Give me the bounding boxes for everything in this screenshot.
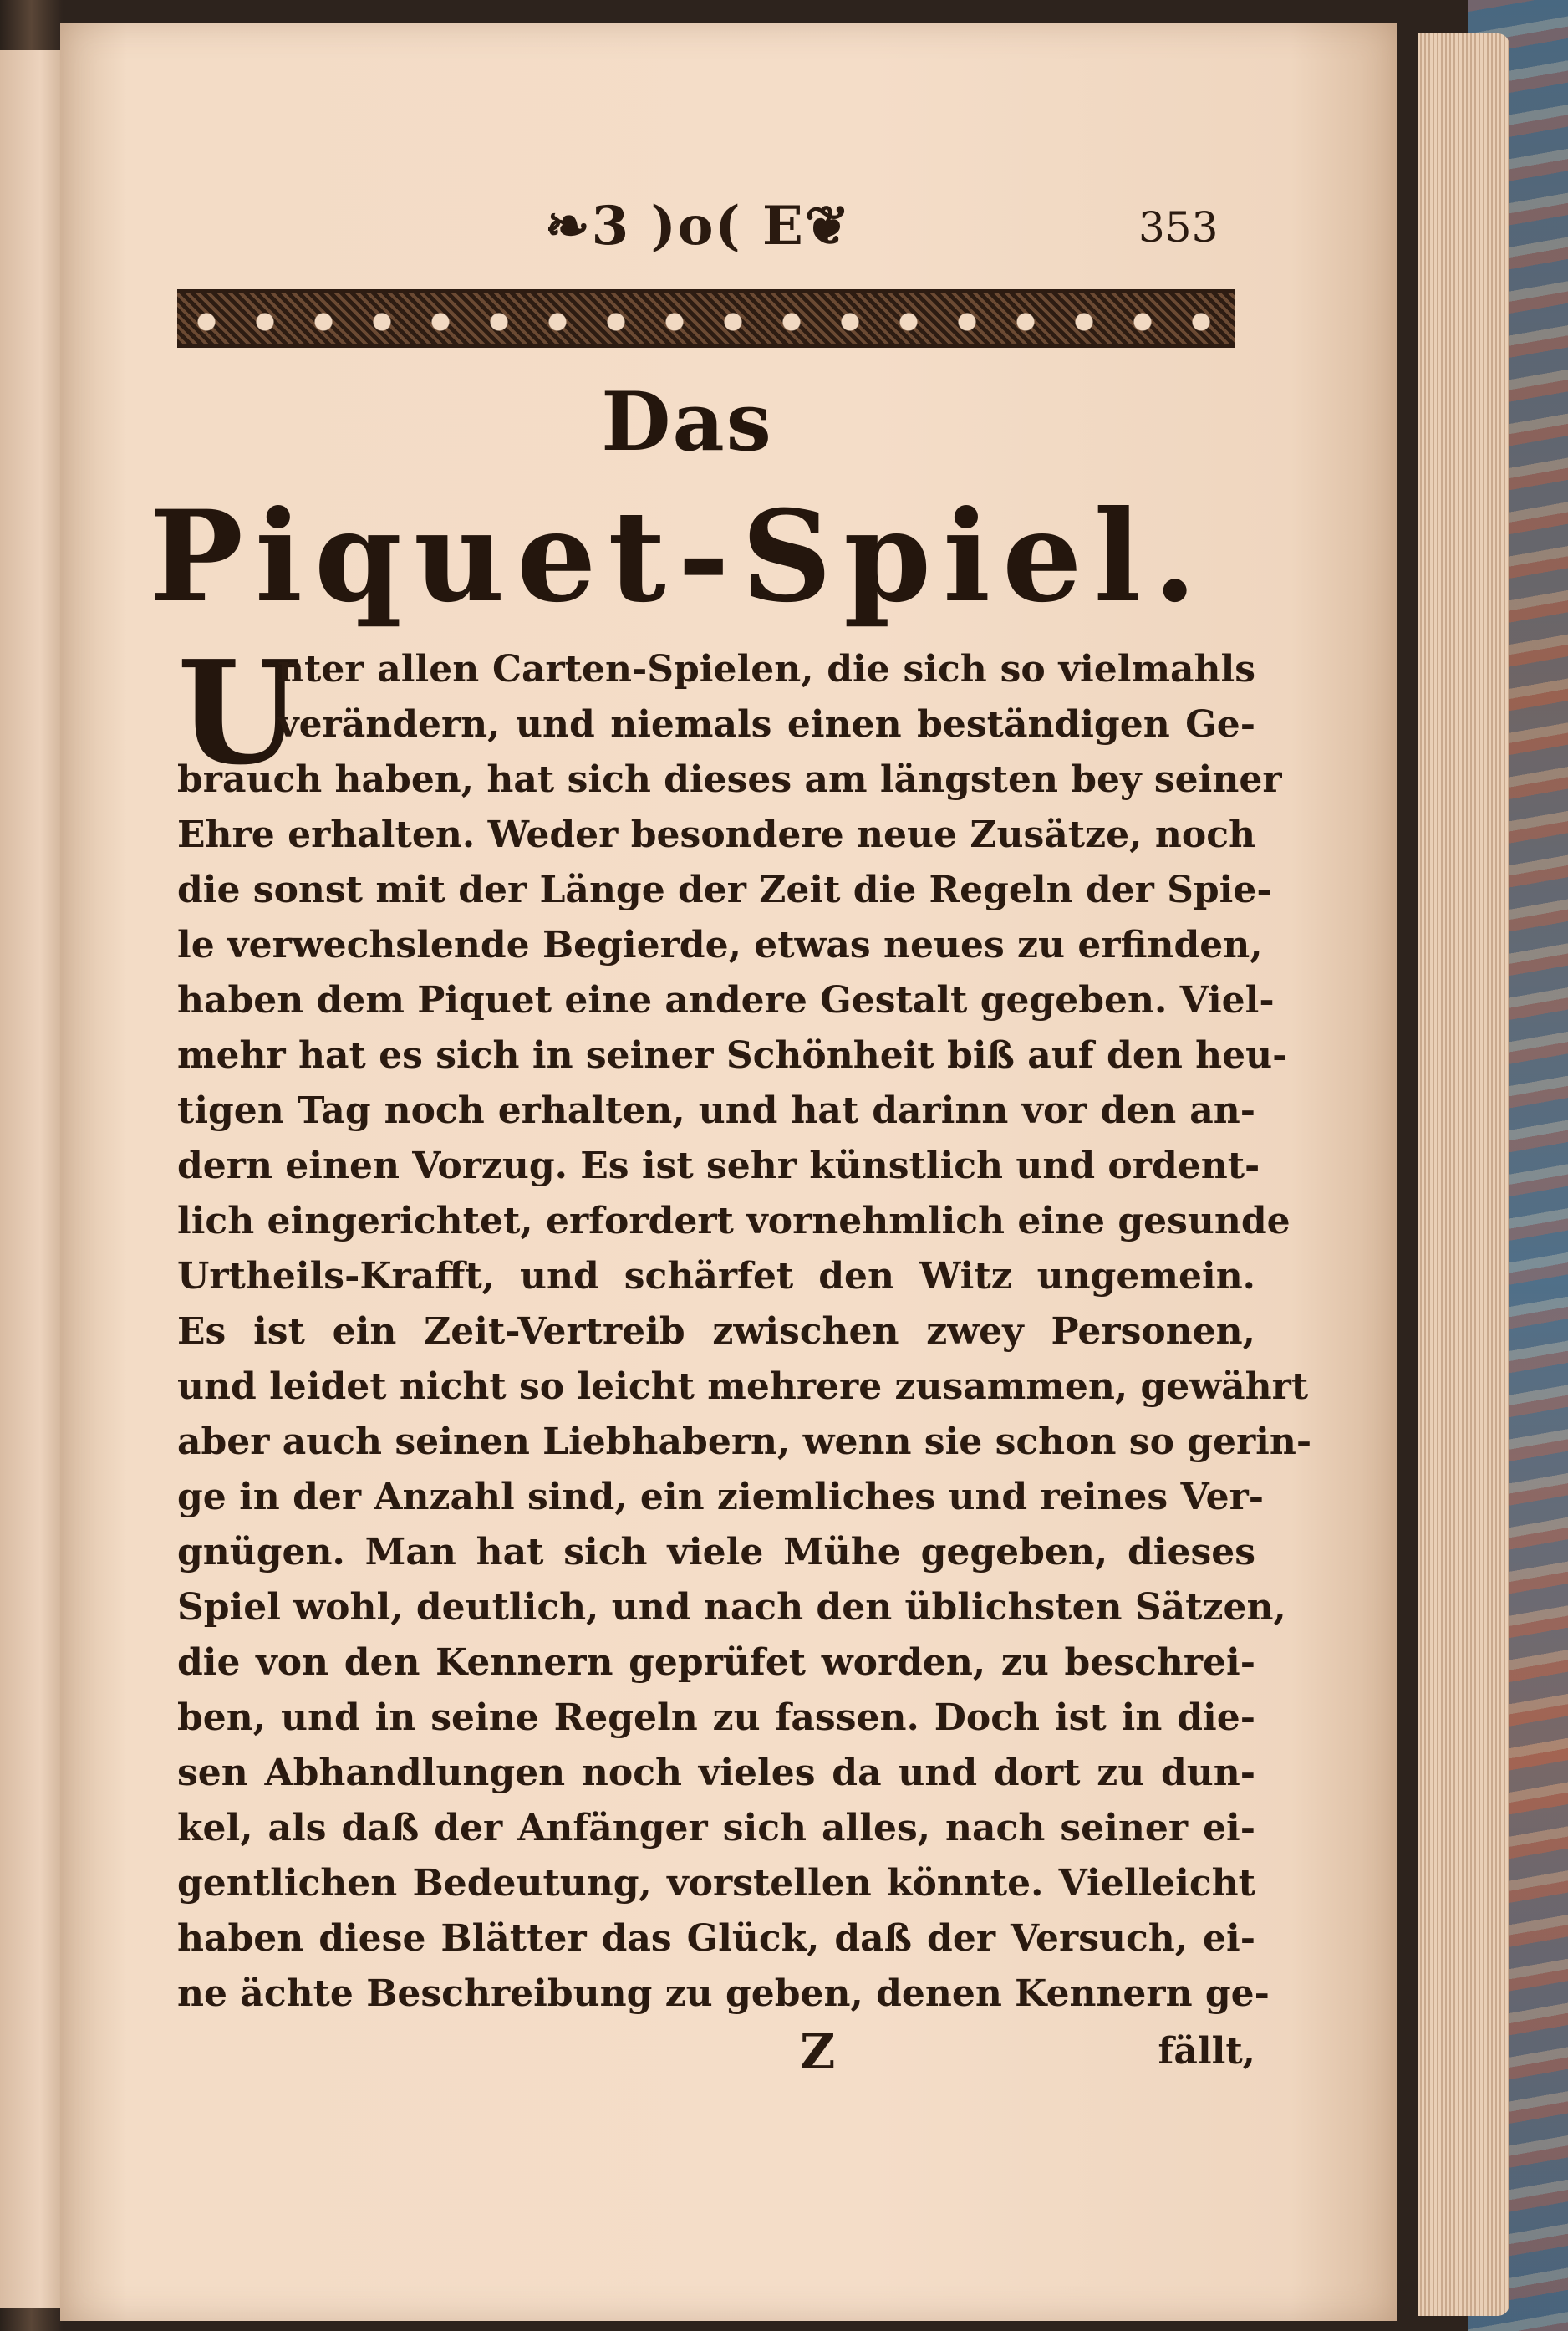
text-line: aber auch seinen Liebhabern, wenn sie schon so gerin-	[177, 1421, 1312, 1463]
text-line: ne ächte Beschreibung zu geben, denen Kennern ge-	[177, 1972, 1270, 2015]
text-line: nter allen Carten-Spielen, die sich so vielmahls	[277, 648, 1255, 691]
book-page	[60, 23, 1397, 2321]
text-line: le verwechslende Begierde, etwas neues zu erfinden,	[177, 924, 1263, 967]
text-line: brauch haben, hat sich dieses am längsten bey seiner	[177, 758, 1282, 801]
text-line: gentlichen Bedeutung, vorstellen könnte. Vielleicht	[177, 1862, 1255, 1905]
title-line-2: Piquet-Spiel.	[149, 483, 1209, 630]
text-line: Ehre erhalten. Weder besondere neue Zusätze, noch	[177, 814, 1255, 856]
page-number: 353	[1138, 203, 1219, 252]
decorative-border	[177, 289, 1235, 348]
text-line: Spiel wohl, deutlich, und nach den üblichsten Sätzen,	[177, 1586, 1286, 1629]
text-line: mehr hat es sich in seiner Schönheit biß auf den heu-	[177, 1034, 1288, 1077]
text-line: die sonst mit der Länge der Zeit die Regeln der Spie-	[177, 869, 1272, 911]
text-line: lich eingerichtet, erfordert vornehmlich eine gesunde	[177, 1200, 1291, 1242]
header-ornament: ❧3 )o( E❦	[545, 195, 852, 258]
catchword: fällt,	[1158, 2030, 1255, 2073]
text-line: haben diese Blätter das Glück, daß der Versuch, ei-	[177, 1917, 1255, 1960]
text-line: sen Abhandlungen noch vieles da und dort zu dun-	[177, 1752, 1255, 1794]
text-line: verändern, und niemals einen beständigen Ge-	[277, 703, 1255, 746]
signature-mark: Z	[800, 2023, 836, 2080]
title-line-1: Das	[601, 375, 773, 469]
text-line: ge in der Anzahl sind, ein ziemliches und reines Ver-	[177, 1476, 1265, 1518]
text-line: Urtheils-Krafft, und schärfet den Witz ungemein.	[177, 1255, 1255, 1298]
text-line: gnügen. Man hat sich viele Mühe gegeben, dieses	[177, 1531, 1255, 1574]
running-header	[545, 195, 1219, 262]
text-line: tigen Tag noch erhalten, und hat darinn vor den an-	[177, 1089, 1255, 1132]
text-line: dern einen Vorzug. Es ist sehr künstlich und ordent-	[177, 1145, 1260, 1187]
body-text	[177, 630, 1312, 2063]
page-edges	[1418, 33, 1509, 2316]
text-line: ben, und in seine Regeln zu fassen. Doch ist in die-	[177, 1696, 1255, 1739]
page-footer	[177, 2023, 1255, 2082]
text-line: und leidet nicht so leicht mehrere zusammen, gewährt	[177, 1365, 1309, 1408]
text-line: die von den Kennern geprüfet worden, zu beschrei-	[177, 1641, 1255, 1684]
text-line: kel, als daß der Anfänger sich alles, nach seiner ei-	[177, 1807, 1255, 1849]
drop-cap: U	[177, 630, 302, 797]
text-line: haben dem Piquet eine andere Gestalt gegeben. Viel-	[177, 979, 1275, 1022]
text-line: Es ist ein Zeit-Vertreib zwischen zwey Personen,	[177, 1310, 1255, 1353]
